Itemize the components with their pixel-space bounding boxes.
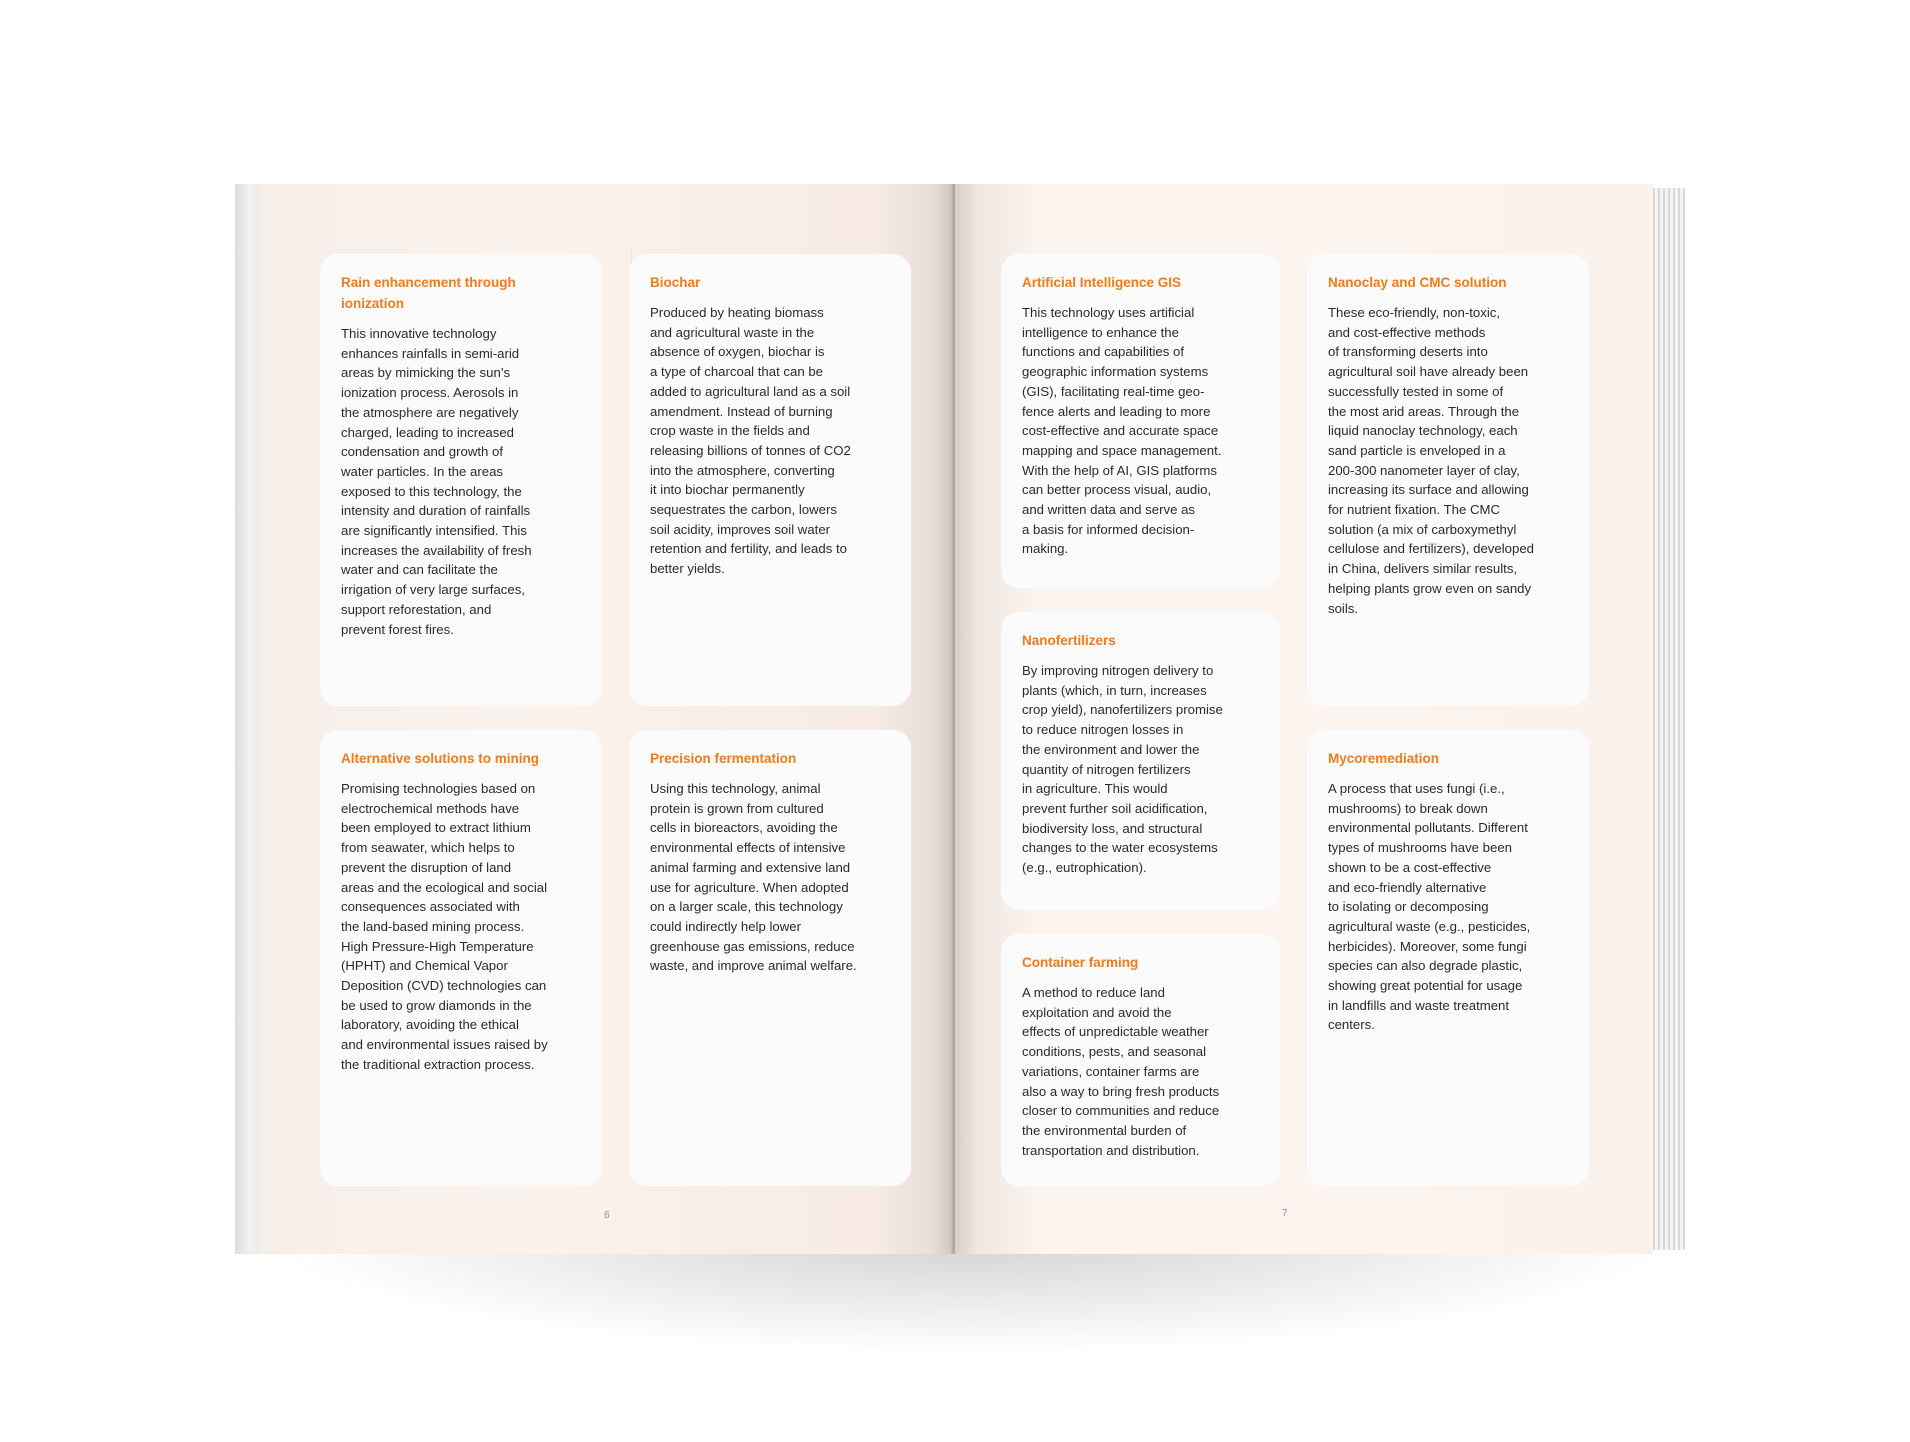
card-alternative-mining (320, 730, 602, 1186)
card-biochar (629, 254, 911, 706)
card-body: This innovative technology enhances rainfalls in semi-arid areas by mimicking the sun’s ionization process. Aerosols in the atmosphere are negatively charged, leading to increased condensation and growth of water particles. In the areas exposed to this technology, the intensity and duration of rainfalls are significantly intensified. This increases the availability of fresh water and can facilitate the irrigation of very large surfaces, support reforestation, and prevent forest fires. (341, 326, 532, 637)
right-page-edges (1653, 188, 1685, 1250)
card-precision-fermentation (629, 730, 911, 1186)
card-container-farming (1001, 934, 1280, 1186)
card-body: Produced by heating biomass and agricultural waste in the absence of oxygen, biochar is a type of charcoal that can be added to agricultural land as a soil amendment. Instead of burning crop waste in the fields and releasing billions of tonnes of CO2 into the atmosphere, converting it into biochar permanently sequestrates the carbon, lowers soil acidity, improves soil water retention and fertility, and leads to better yields. (650, 305, 851, 577)
card-body: This technology uses artificial intelligence to enhance the functions and capabilities of geographic information systems (GIS), facilitating real-time geo- fence alerts and leading to more cost-effective and accurate space mapping and space management. With the help of AI, GIS platforms can better process visual, audio, and written data and serve as a basis for informed decision- making. (1022, 305, 1222, 557)
card-body: These eco-friendly, non-toxic, and cost-effective methods of transforming deserts into agricultural soil have already been successfully tested in some of the most arid areas. Through the liquid nanoclay technology, each sand particle is enveloped in a 200-300 nanometer layer of clay, increasing its surface and allowing for nutrient fixation. The CMC solution (a mix of carboxymethyl cellulose and fertilizers), developed in China, delivers similar results, helping plants grow even on sandy soils. (1328, 305, 1534, 616)
card-body: Promising technologies based on electrochemical methods have been employed to extract lithium from seawater, which helps to prevent the disruption of land areas and the ecological and social consequences associated with the land-based mining process. High Pressure-High Temperature (HPHT) and Chemical Vapor Deposition (CVD) technologies can be used to grow diamonds in the laboratory, avoiding the ethical and environmental issues raised by the traditional extraction process. (341, 781, 548, 1072)
card-title: Precision fermentation (650, 751, 797, 766)
open-book (235, 184, 1685, 1254)
card-body: A process that uses fungi (i.e., mushrooms) to break down environmental pollutants. Different types of mushrooms have been shown to be a cost-effective and eco-friendly alternative to isolating or decomposing agricultural waste (e.g., pesticides, herbicides). Moreover, some fungi species can also degrade plastic, showing great potential for usage in landfills and waste treatment centers. (1328, 781, 1531, 1033)
card-title: Nanoclay and CMC solution (1328, 275, 1507, 290)
card-title: Alternative solutions to mining (341, 751, 540, 766)
page-number: 6 (604, 1210, 610, 1221)
card-body: By improving nitrogen delivery to plants (which, in turn, increases crop yield), nanofertilizers promise to reduce nitrogen losses in the environment and lower the quantity of nitrogen fertilizers in agriculture. This would prevent further soil acidification, biodiversity loss, and structural changes to the water ecosystems (e.g., eutrophication). (1022, 663, 1223, 876)
card-mycoremediation (1307, 730, 1589, 1186)
page-number: 7 (1282, 1208, 1288, 1219)
left-page-edges (235, 184, 259, 1254)
card-title: Container farming (1022, 955, 1139, 970)
card-title: Mycoremediation (1328, 751, 1440, 766)
card-nanoclay-cmc (1307, 254, 1589, 706)
card-title: Artificial Intelligence GIS (1022, 275, 1182, 290)
card-nanofertilizers (1001, 612, 1280, 910)
right-page (955, 184, 1653, 1254)
card-body: Using this technology, animal protein is grown from cultured cells in bioreactors, avoiding the environmental effects of intensive animal farming and extensive land use for agriculture. When adopted on a larger scale, this technology could indirectly help lower greenhouse gas emissions, reduce waste, and improve animal welfare. (650, 781, 857, 974)
card-rain-enhancement (320, 254, 602, 706)
card-body: A method to reduce land exploitation and avoid the effects of unpredictable weather conditions, pests, and seasonal variations, container farms are also a way to bring fresh products closer to communities and reduce the environmental burden of transportation and distribution. (1022, 985, 1220, 1158)
card-ai-gis (1001, 254, 1280, 588)
left-page (259, 184, 952, 1254)
card-title: Rain enhancement through ionization (341, 275, 516, 311)
card-title: Nanofertilizers (1022, 633, 1116, 648)
card-title: Biochar (650, 275, 701, 290)
